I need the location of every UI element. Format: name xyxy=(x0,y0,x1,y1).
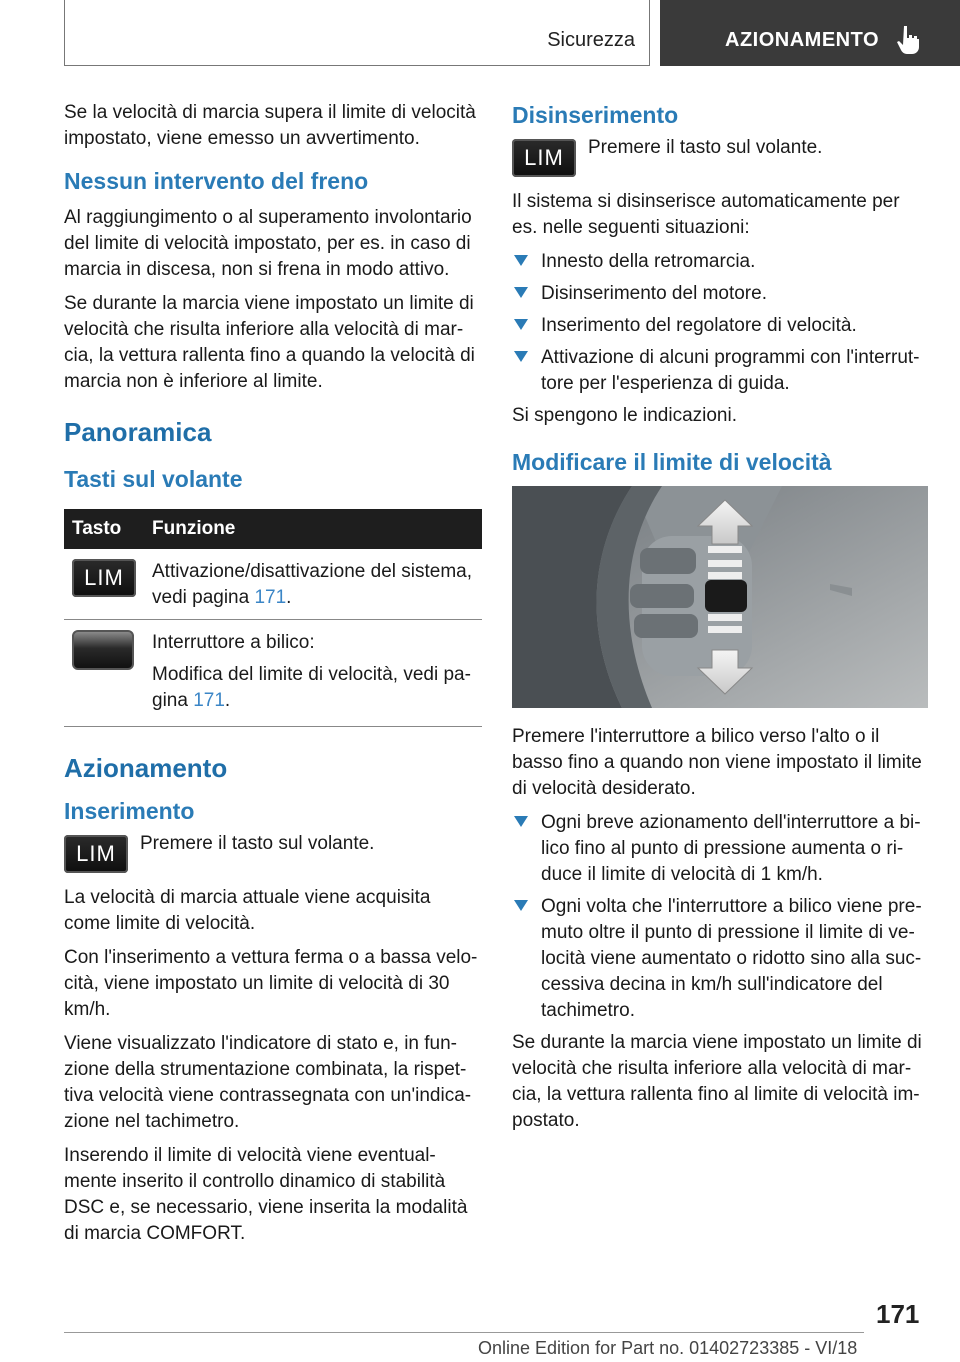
left-column xyxy=(64,100,482,1255)
page-number: 171 xyxy=(876,1299,920,1329)
steering-wheel-photo xyxy=(512,486,928,708)
row2-title: Interruttore a bilico: xyxy=(152,632,315,653)
list-item-text: Ogni breve azionamento dell'interruttore a bi-lico fino al punto di pressione aumenta o ri-duce il limite di velocità di 1 km/h. xyxy=(541,812,921,885)
triangle-bullet-icon xyxy=(514,255,528,266)
list-item xyxy=(512,894,928,1024)
list-item-text: Inserimento del regolatore di velocità. xyxy=(541,315,857,336)
activation-paragraph-4: Inserendo il limite di velocità viene eventual-mente inserito il controllo dinamico di stabilità DSC e, se necessario, viene inserita la modalità di marcia COMFORT. xyxy=(64,1145,468,1244)
list-item xyxy=(512,281,928,307)
header-section-tab xyxy=(64,0,650,66)
lim-button-icon: LIM xyxy=(512,139,576,177)
row1-text: Attivazione/disattivazione del sistema, vedi pagina xyxy=(152,561,472,608)
row2-end: . xyxy=(224,690,231,711)
deactivation-instruction xyxy=(512,135,928,177)
brake-heading: Nessun intervento del freno xyxy=(64,168,369,194)
list-item xyxy=(512,249,928,275)
header-chapter-tab xyxy=(660,0,960,66)
right-column xyxy=(512,100,928,1142)
lim-button-icon: LIM xyxy=(72,559,136,597)
intro-text: Se la velocità di marcia supera il limite di velocità impostato, viene emesso un avvertimento. xyxy=(64,102,476,149)
list-item-text: Disinserimento del motore. xyxy=(541,283,767,304)
row2-text: Modifica del limite di velocità, vedi pa-gina xyxy=(152,664,471,711)
brake-paragraph-2: Se durante la marcia viene impostato un limite di velocità che risulta inferiore alla velocità di mar-cia, la vettura rallenta fino a quando la velocità di marcia non è inferiore al limite. xyxy=(64,293,475,392)
footer-edition: Online Edition for Part no. 01402723385 - VI/18 xyxy=(478,1338,858,1358)
activation-press-text: Premere il tasto sul volante. xyxy=(140,833,375,854)
triangle-bullet-icon xyxy=(514,287,528,298)
modify-paragraph-2: Se durante la marcia viene impostato un limite di velocità che risulta inferiore alla velocità di mar-cia, la vettura rallenta fino al limite di velocità im-postato. xyxy=(512,1032,922,1131)
activation-instruction xyxy=(64,831,482,873)
list-item xyxy=(512,810,928,888)
modify-heading: Modificare il limite di velocità xyxy=(512,449,832,475)
deactivation-heading: Disinserimento xyxy=(512,102,679,128)
table-row xyxy=(64,620,482,727)
deactivation-press-text: Premere il tasto sul volante. xyxy=(588,137,823,158)
activation-heading: Inserimento xyxy=(64,798,195,824)
page-link[interactable]: 171 xyxy=(254,587,287,608)
table-header-function: Funzione xyxy=(144,509,482,549)
activation-paragraph-1: La velocità di marcia attuale viene acquisita come limite di velocità. xyxy=(64,887,431,934)
triangle-bullet-icon xyxy=(514,351,528,362)
list-item-text: Attivazione di alcuni programmi con l'interrut-tore per l'esperienza di guida. xyxy=(541,347,920,394)
list-item xyxy=(512,313,928,339)
deactivation-paragraph-2: Si spengono le indicazioni. xyxy=(512,405,737,426)
buttons-table xyxy=(64,509,482,727)
list-item-text: Ogni volta che l'interruttore a bilico viene pre-muto oltre il punto di pressione il limite di ve-locità viene aumentato o ridotto sino alla suc-cessiva decina in km/h sull'indicatore del tachimetro. xyxy=(541,896,922,1021)
operation-heading: Azionamento xyxy=(64,753,228,783)
list-item-text: Innesto della retromarcia. xyxy=(541,251,756,272)
footer-divider xyxy=(64,1332,864,1333)
row1-end: . xyxy=(286,587,292,608)
modify-paragraph-1: Premere l'interruttore a bilico verso l'alto o il basso fino a quando non viene impostato il limite di velocità desiderato. xyxy=(512,726,922,799)
page-link[interactable]: 171 xyxy=(193,690,225,711)
overview-heading: Panoramica xyxy=(64,417,212,447)
triangle-bullet-icon xyxy=(514,319,528,330)
rocker-switch-icon xyxy=(72,630,134,670)
table-row xyxy=(64,549,482,620)
triangle-bullet-icon xyxy=(514,816,528,827)
brake-paragraph-1: Al raggiungimento o al superamento involontario del limite di velocità impostato, per es. in caso di marcia in discesa, non si frena in modo attivo. xyxy=(64,207,472,280)
modify-list xyxy=(512,810,928,1024)
activation-paragraph-3: Viene visualizzato l'indicatore di stato e, in fun-zione della strumentazione combinata, la rispet-tiva velocità viene contrassegnata con un'indica-zione nel tachimetro. xyxy=(64,1033,472,1132)
lim-button-icon: LIM xyxy=(64,835,128,873)
deactivation-paragraph-1: Il sistema si disinserisce automaticamente per es. nelle seguenti situazioni: xyxy=(512,191,900,238)
chapter-title: AZIONAMENTO xyxy=(725,29,880,51)
buttons-heading: Tasti sul volante xyxy=(64,466,243,492)
hand-pointer-icon xyxy=(896,24,922,54)
section-title: Sicurezza xyxy=(547,29,635,51)
triangle-bullet-icon xyxy=(514,900,528,911)
activation-paragraph-2: Con l'inserimento a vettura ferma o a bassa velo-cità, viene impostato un limite di velocità di 30 km/h. xyxy=(64,947,478,1020)
list-item xyxy=(512,345,928,397)
deactivation-list xyxy=(512,249,928,397)
table-header-key: Tasto xyxy=(64,509,144,549)
